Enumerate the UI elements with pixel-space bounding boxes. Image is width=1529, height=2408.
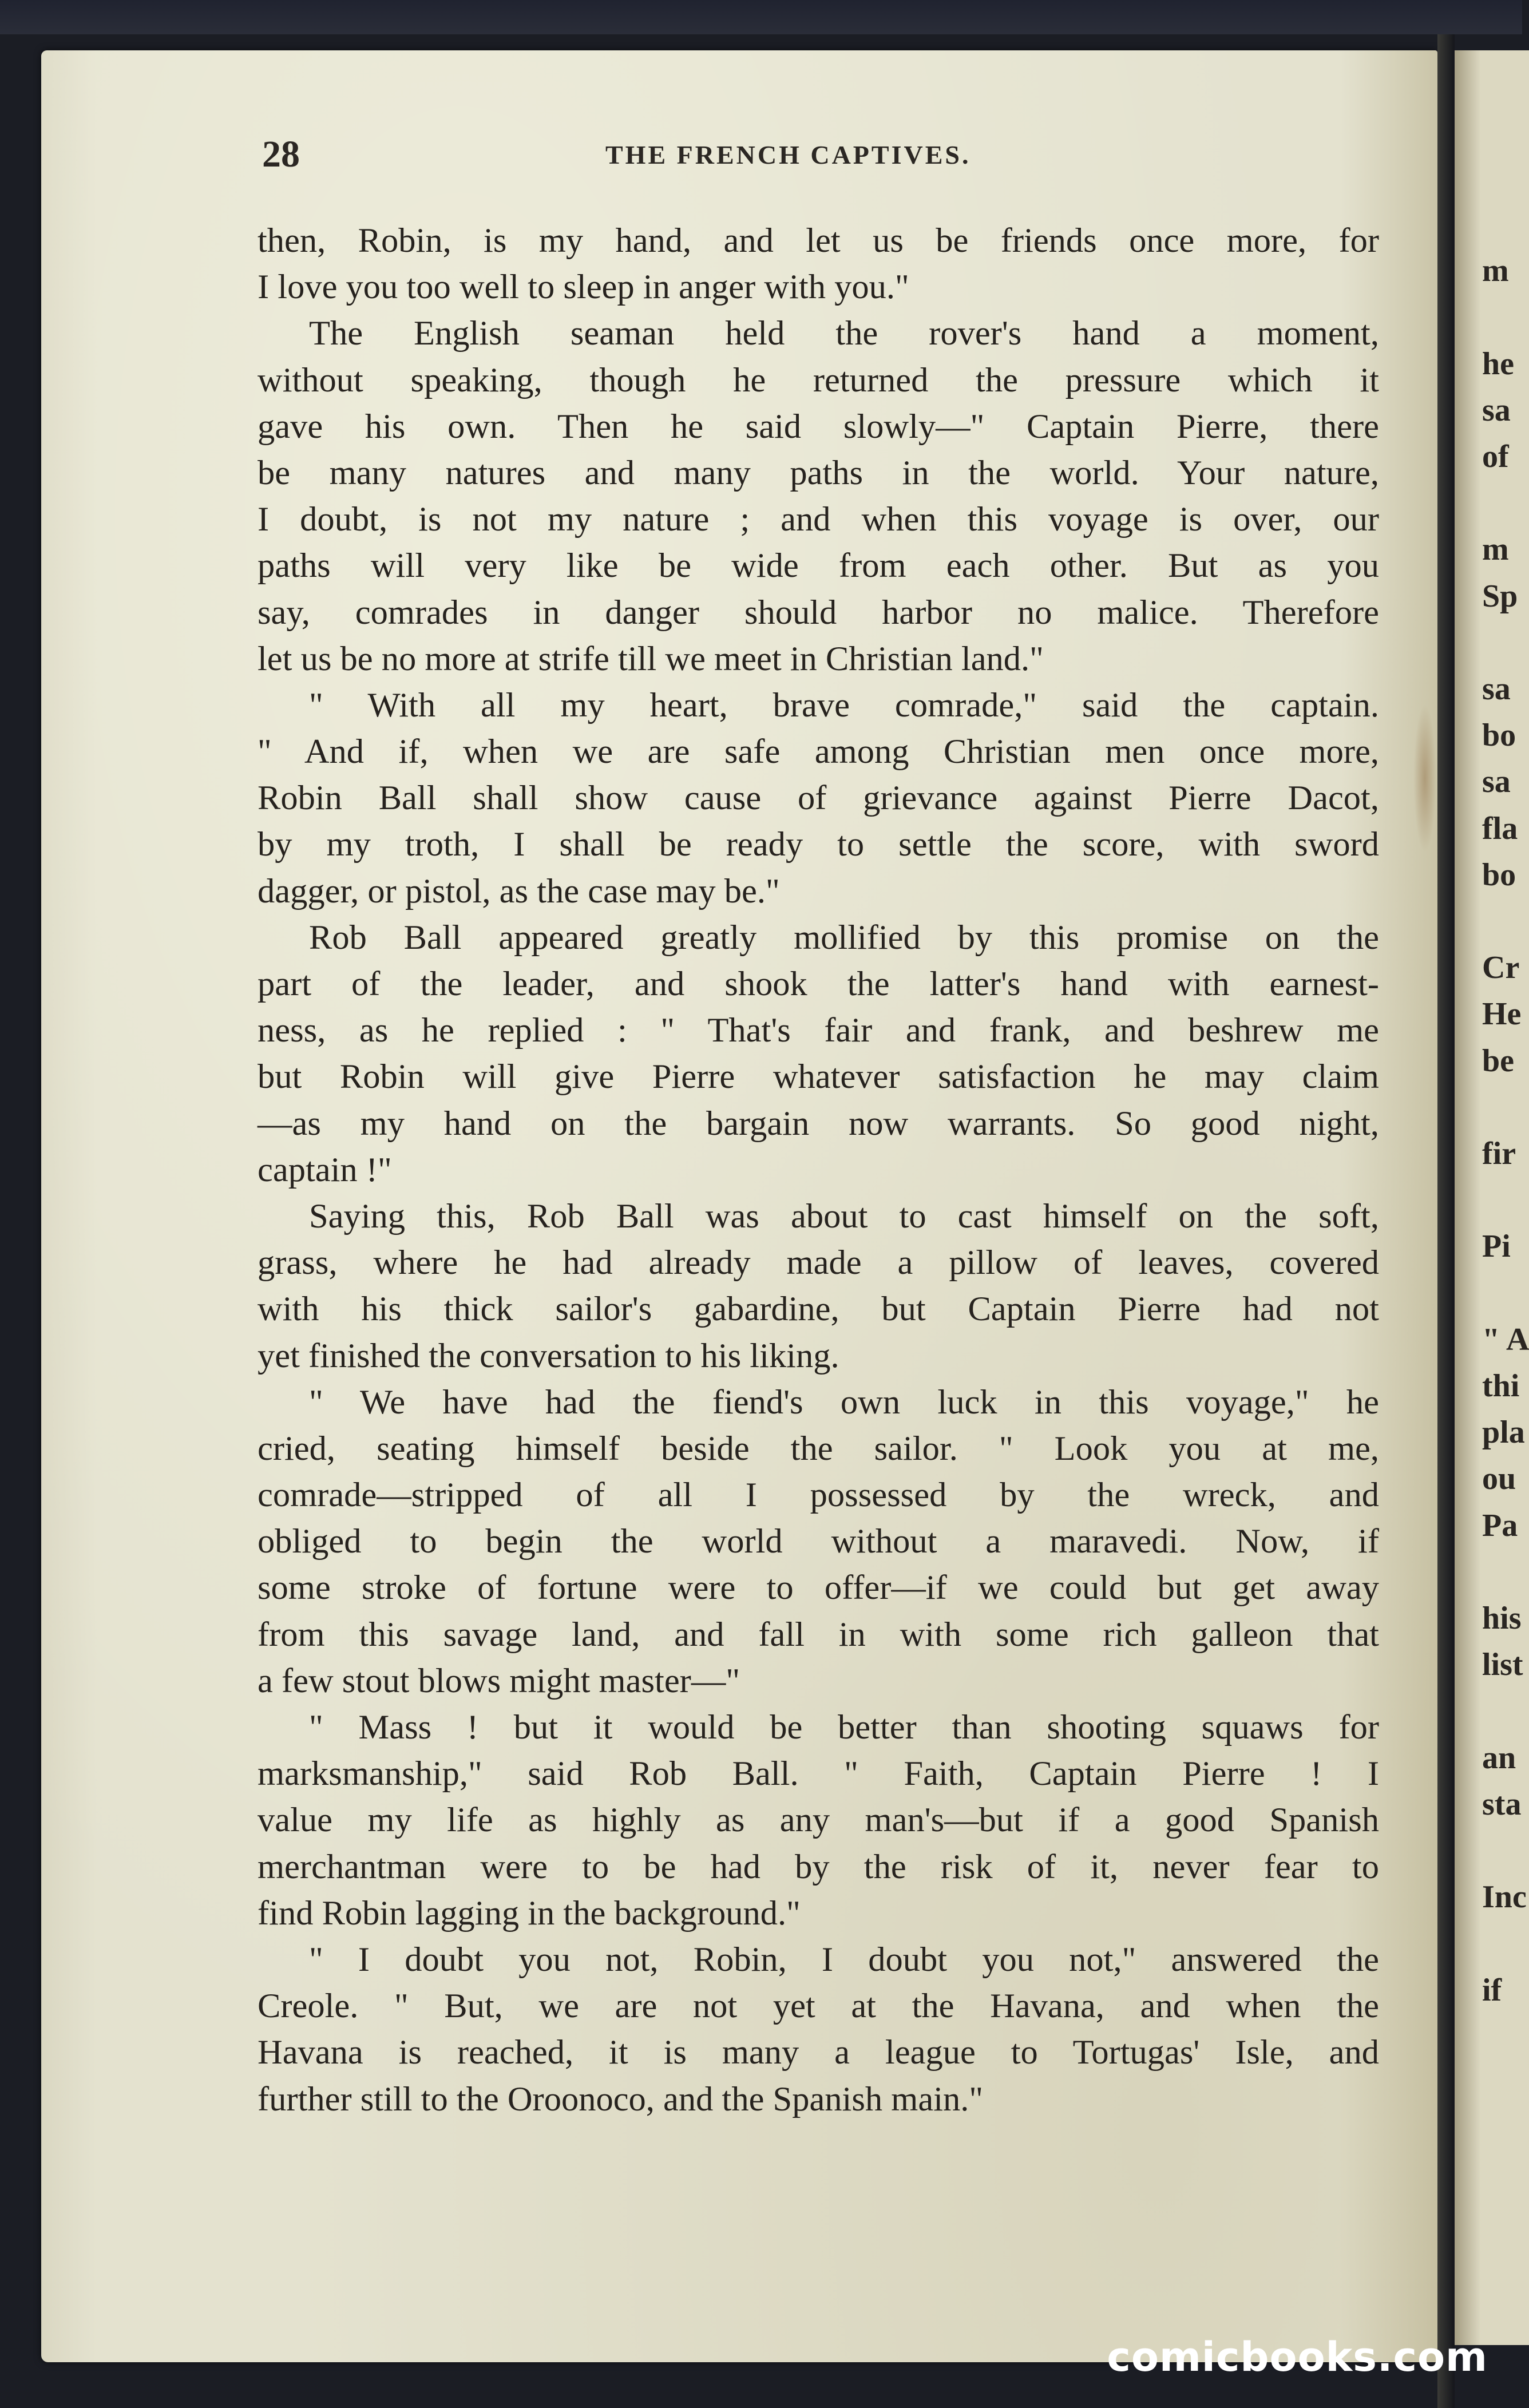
text-line: find Robin lagging in the background." (258, 1894, 801, 1932)
text-line: The English seaman held the rover's hand a moment, (309, 314, 1379, 353)
facing-page-fragment: sa (1482, 671, 1511, 707)
text-line: but Robin will give Pierre whatever satisfaction he may claim (258, 1058, 1379, 1096)
facing-page-fragment: be (1482, 1043, 1514, 1079)
running-head: THE FRENCH CAPTIVES. (605, 140, 971, 169)
text-line: " We have had the fiend's own luck in this voyage," he (309, 1383, 1379, 1421)
text-line: paths will very like be wide from each other. But as you (258, 546, 1379, 585)
text-line: Rob Ball appeared greatly mollified by this promise on the (309, 918, 1379, 957)
text-line: I love you too well to sleep in anger with you." (258, 268, 909, 307)
text-line: " I doubt you not, Robin, I doubt you not," answered the (309, 1940, 1379, 1979)
text-line: with his thick sailor's gabardine, but Captain Pierre had not (258, 1290, 1379, 1329)
text-line: Saying this, Rob Ball was about to cast himself on the soft, (309, 1197, 1379, 1235)
text-line: then, Robin, is my hand, and let us be friends once more, for (258, 221, 1379, 260)
text-line: gave his own. Then he said slowly—" Captain Pierre, there (258, 407, 1379, 446)
facing-page-fragment: thi (1482, 1368, 1520, 1404)
facing-page-edge (1455, 50, 1529, 2345)
facing-page-fragment: fla (1482, 810, 1518, 846)
text-line: Havana is reached, it is many a league to Tortugas' Isle, and (258, 2033, 1379, 2072)
text-line: without speaking, though he returned the pressure which it (258, 361, 1379, 399)
facing-page-fragment: " A (1482, 1321, 1529, 1357)
text-line: I doubt, is not my nature ; and when this voyage is over, our (258, 500, 1379, 539)
text-line: part of the leader, and shook the latter's hand with earnest- (258, 965, 1379, 1003)
text-line: some stroke of fortune were to offer—if we could but get away (258, 1569, 1379, 1607)
facing-page-fragment: Pa (1482, 1507, 1518, 1543)
facing-page-fragment: Sp (1482, 578, 1518, 614)
text-line: from this savage land, and fall in with some rich galleon that (258, 1615, 1379, 1654)
facing-page-fragment: his (1482, 1601, 1522, 1636)
text-line: merchantman were to be had by the risk of it, never fear to (258, 1847, 1379, 1886)
facing-page-fragment: of (1482, 439, 1509, 474)
page-stain (1413, 704, 1436, 853)
facing-page-fragment: Cr (1482, 950, 1520, 986)
facing-page-fragment: ou (1482, 1461, 1516, 1497)
facing-page-fragment: he (1482, 346, 1514, 382)
page-header (262, 133, 1407, 179)
book-gutter (1437, 34, 1455, 2408)
text-line: captain !" (258, 1150, 392, 1189)
facing-page-fragment: if (1482, 1972, 1502, 2008)
text-line: —as my hand on the bargain now warrants. So good night, (258, 1104, 1379, 1143)
facing-page-fragment: fir (1482, 1136, 1516, 1171)
facing-page-fragment: sta (1482, 1786, 1522, 1822)
text-line: a few stout blows might master—" (258, 1661, 740, 1700)
text-line: be many natures and many paths in the world. Your nature, (258, 453, 1379, 492)
text-line: comrade—stripped of all I possessed by the wreck, and (258, 1476, 1379, 1515)
body-text (258, 217, 1379, 2122)
left-page (41, 50, 1437, 2362)
text-line: " With all my heart, brave comrade," said the captain. (309, 686, 1379, 724)
watermark-logo: comicbooks.com (1107, 2334, 1488, 2381)
text-line: dagger, or pistol, as the case may be." (258, 872, 780, 910)
facing-page-fragment: sa (1482, 764, 1511, 800)
facing-page-fragment: bo (1482, 718, 1516, 754)
facing-page-fragment: m (1482, 253, 1509, 289)
text-line: say, comrades in danger should harbor no malice. Therefore (258, 593, 1379, 632)
page-number: 28 (262, 133, 300, 175)
text-line: ness, as he replied : " That's fair and frank, and beshrew me (258, 1011, 1379, 1050)
text-line: yet finished the conversation to his liking. (258, 1336, 839, 1375)
facing-page-fragment: m (1482, 532, 1509, 568)
text-line: further still to the Oroonoco, and the Spanish main." (258, 2080, 984, 2118)
scan-background-top (0, 0, 1522, 34)
facing-page-fragment: an (1482, 1740, 1516, 1776)
facing-page-fragment: bo (1482, 857, 1516, 893)
text-line: " Mass ! but it would be better than shooting squaws for (309, 1708, 1379, 1746)
facing-page-fragment: Pi (1482, 1229, 1511, 1265)
text-line: cried, seating himself beside the sailor. " Look you at me, (258, 1429, 1379, 1468)
text-line: marksmanship," said Rob Ball. " Faith, Captain Pierre ! I (258, 1754, 1379, 1793)
text-line: value my life as highly as any man's—but if a good Spanish (258, 1801, 1379, 1840)
facing-page-fragment: sa (1482, 392, 1511, 428)
facing-page-fragment: Inc (1482, 1879, 1527, 1915)
facing-page-fragment: list (1482, 1647, 1523, 1683)
text-line: " And if, when we are safe among Christian men once more, (258, 732, 1379, 771)
facing-page-fragment: pla (1482, 1415, 1525, 1451)
text-line: by my troth, I shall be ready to settle the score, with sword (258, 825, 1379, 864)
text-line: Creole. " But, we are not yet at the Havana, and when the (258, 1987, 1379, 2026)
text-line: grass, where he had already made a pillow of leaves, covered (258, 1243, 1379, 1282)
text-line: Robin Ball shall show cause of grievance against Pierre Dacot, (258, 779, 1379, 818)
text-line: obliged to begin the world without a maravedi. Now, if (258, 1522, 1379, 1561)
facing-page-fragment: He (1482, 996, 1522, 1032)
text-line: let us be no more at strife till we meet in Christian land." (258, 639, 1044, 678)
